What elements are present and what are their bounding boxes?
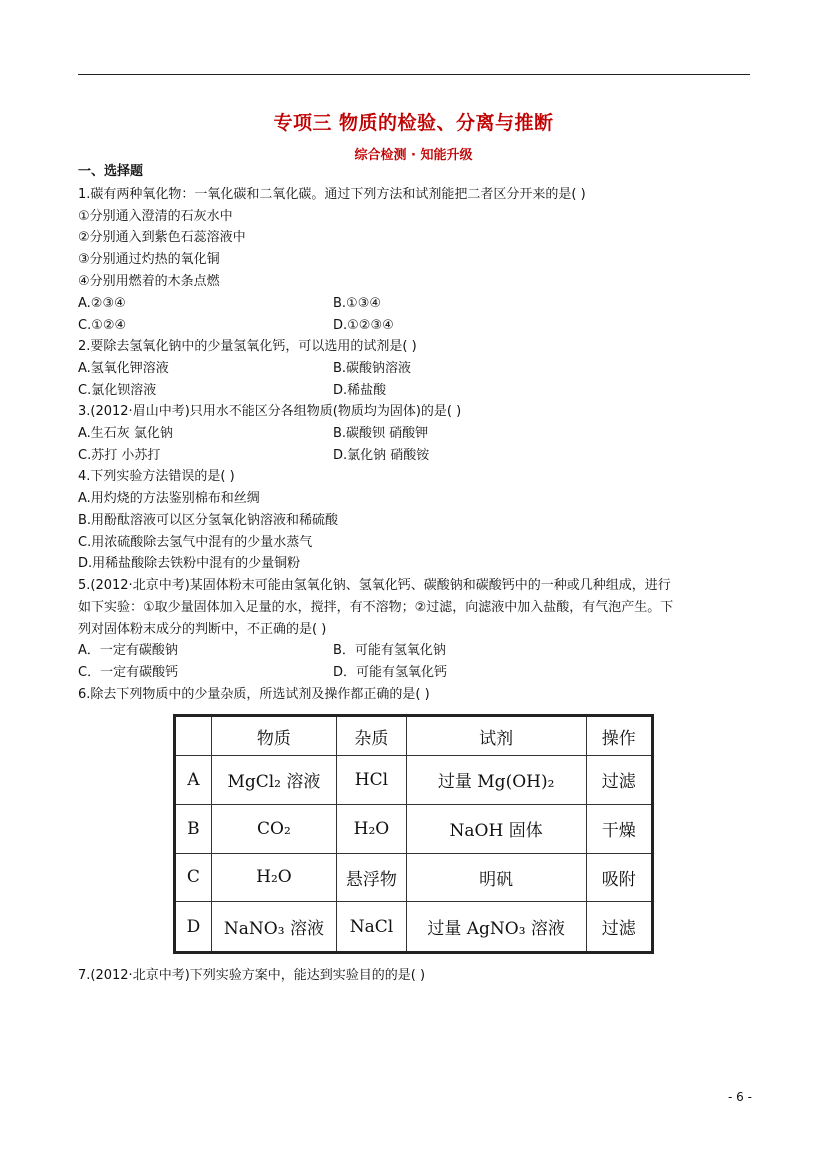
table-header-cell <box>175 716 212 756</box>
cell-impurity: NaCl <box>337 902 407 953</box>
cell-substance: NaNO₃ 溶液 <box>211 902 336 953</box>
question-1-option-c: C.①②④ <box>78 318 127 333</box>
cell-substance: MgCl₂ 溶液 <box>211 756 336 805</box>
question-5-stem-line: 如下实验：①取少量固体加入足量的水，搅拌，有不溶物；②过滤，向滤液中加入盐酸，有气泡产生。下 <box>78 600 674 615</box>
table-row <box>175 902 653 953</box>
question-1-item: ③分别通过灼热的氧化铜 <box>78 252 220 267</box>
question-4-option-b: B.用酚酞溶液可以区分氢氧化钠溶液和稀硫酸 <box>78 513 339 528</box>
cell-impurity: 悬浮物 <box>337 853 407 902</box>
section-heading: 一、选择题 <box>78 164 144 179</box>
question-3-option-b: B.碳酸钡 硝酸钾 <box>333 426 429 441</box>
question-2-stem: 2.要除去氢氧化钠中的少量氢氧化钙，可以选用的试剂是( ) <box>78 339 417 354</box>
question-5-option-a: A．一定有碳酸钠 <box>78 643 178 658</box>
question-5-option-c: C．一定有碳酸钙 <box>78 665 179 680</box>
question-1-item: ④分别用燃着的木条点燃 <box>78 274 220 289</box>
table-header-cell: 操作 <box>586 716 653 756</box>
table-row <box>175 804 653 853</box>
cell-reagent: 过量 Mg(OH)₂ <box>406 756 586 805</box>
cell-operation: 过滤 <box>586 902 653 953</box>
cell-substance: CO₂ <box>211 804 336 853</box>
cell-reagent: NaOH 固体 <box>406 804 586 853</box>
question-3-option-a: A.生石灰 氯化钠 <box>78 426 173 441</box>
cell-operation: 吸附 <box>586 853 653 902</box>
question-2-option-d: D.稀盐酸 <box>333 383 387 398</box>
table-row <box>175 853 653 902</box>
question-2-option-a: A.氢氧化钾溶液 <box>78 361 169 376</box>
row-label: D <box>175 902 212 953</box>
question-5-option-b: B．可能有氢氧化钠 <box>333 643 446 658</box>
question-1-option-b: B.①③④ <box>333 296 382 311</box>
cell-substance: H₂O <box>211 853 336 902</box>
page-subtitle: 综合检测 · 知能升级 <box>354 148 473 163</box>
question-4-stem: 4.下列实验方法错误的是( ) <box>78 469 235 484</box>
question-1-stem: 1.碳有两种氧化物：一氧化碳和二氧化碳。通过下列方法和试剂能把二者区分开来的是( ) <box>78 187 586 202</box>
table-header-row <box>175 716 653 756</box>
table-header-cell: 试剂 <box>406 716 586 756</box>
row-label: A <box>175 756 212 805</box>
question-2-option-b: B.碳酸钠溶液 <box>333 361 412 376</box>
question-4-option-a: A.用灼烧的方法鉴别棉布和丝绸 <box>78 491 260 506</box>
question-5-option-d: D．可能有氢氧化钙 <box>333 665 448 680</box>
cell-reagent: 明矾 <box>406 853 586 902</box>
row-label: C <box>175 853 212 902</box>
question-1-item: ②分别通入到紫色石蕊溶液中 <box>78 230 246 245</box>
question-1-option-a: A.②③④ <box>78 296 126 311</box>
question-7-stem: 7.(2012·北京中考)下列实验方案中，能达到实验目的的是( ) <box>78 968 426 983</box>
table-header-cell: 杂质 <box>337 716 407 756</box>
row-label: B <box>175 804 212 853</box>
question-6-stem: 6.除去下列物质中的少量杂质，所选试剂及操作都正确的是( ) <box>78 687 430 702</box>
cell-impurity: HCl <box>337 756 407 805</box>
question-4-option-c: C.用浓硫酸除去氢气中混有的少量水蒸气 <box>78 535 313 550</box>
question-6-table <box>173 714 654 954</box>
question-3-option-c: C.苏打 小苏打 <box>78 448 161 463</box>
question-3-stem: 3.(2012·眉山中考)只用水不能区分各组物质(物质均为固体)的是( ) <box>78 404 462 419</box>
page-title: 专项三 物质的检验、分离与推断 <box>273 112 554 134</box>
question-5-stem-line: 5.(2012·北京中考)某固体粉末可能由氢氧化钠、氢氧化钙、碳酸钠和碳酸钙中的一种或几种组成，进行 <box>78 578 671 593</box>
question-1-option-d: D.①②③④ <box>333 318 394 333</box>
question-1-item: ①分别通入澄清的石灰水中 <box>78 209 233 224</box>
header-rule <box>78 74 750 75</box>
table-header-cell: 物质 <box>211 716 336 756</box>
question-5-stem-line: 列对固体粉末成分的判断中，不正确的是( ) <box>78 622 327 637</box>
question-4-option-d: D.用稀盐酸除去铁粉中混有的少量铜粉 <box>78 556 301 571</box>
cell-impurity: H₂O <box>337 804 407 853</box>
cell-reagent: 过量 AgNO₃ 溶液 <box>406 902 586 953</box>
question-2-option-c: C.氯化钡溶液 <box>78 383 157 398</box>
cell-operation: 干燥 <box>586 804 653 853</box>
page-number: - 6 - <box>728 1090 752 1104</box>
table-row <box>175 756 653 805</box>
cell-operation: 过滤 <box>586 756 653 805</box>
question-3-option-d: D.氯化钠 硝酸铵 <box>333 448 430 463</box>
